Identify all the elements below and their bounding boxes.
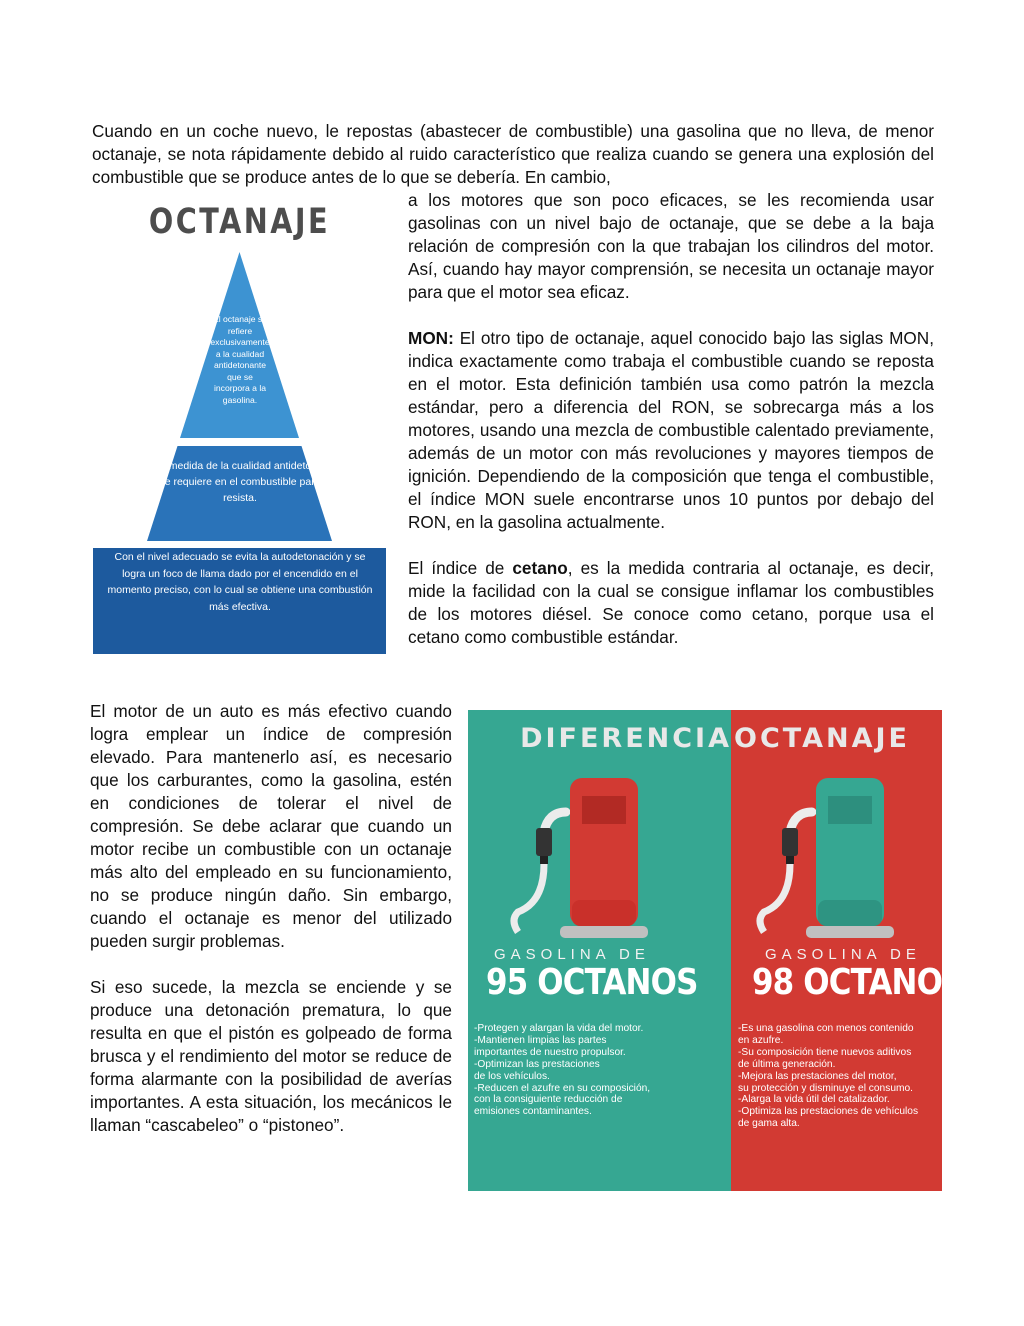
list-item: con la consiguiente reducción de: [474, 1094, 623, 1106]
list-item: -Optimizan las prestaciones: [474, 1058, 600, 1070]
right-gas-label: GASOLINA DE: [765, 946, 921, 963]
comparison-title-left: DIFERENCIA: [520, 723, 732, 754]
right-column: [408, 189, 934, 649]
left-paragraph-2: Si eso sucede, la mezcla se enciende y se produce una detonación prematura, lo que resulta en que el pistón es golpeado de forma brusca y el rendimiento del motor se reduce de forma alarmante con la posibilidad de averías importantes. A esta situación, los mecánicos le llaman “cascabeleo” o “pistoneo”.: [90, 977, 452, 1135]
pyramid-middle-text: Es la medida de la cualidad antidetonante que se requiere en el combustible para que resista.: [139, 460, 341, 504]
cetano-prefix: El índice de: [408, 558, 513, 578]
left-bullet-list: [474, 1023, 724, 1118]
list-item: su protección y disminuye el consumo.: [738, 1082, 913, 1094]
mon-label: MON:: [408, 328, 454, 348]
mon-text: El otro tipo de octanaje, aquel conocido bajo las siglas MON, indica exactamente como trabaja el combustible cuando se reposta en el motor. Esta definición también usa como patrón la mezcla estándar, pero a diferencia del RON, se sobrecarga más a los motores, usando una mezcla de combustible calentado previamente, además de un motor con más revoluciones y mayores tiempos de ignición. Dependiendo de la composición que tenga el combustible, el índice MON suele encontrarse unos 10 puntos por debajo del RON, en la gasolina actualmente.: [408, 328, 934, 532]
list-item: de los vehículos.: [474, 1070, 550, 1082]
cetano-text: , es la medida contraria al octanaje, es decir, mide la facilidad con la cual se consigue inflamar los combustibles de los motores diésel. Se conoce como cetano, porque usa el cetano como combustible estándar.: [408, 558, 934, 647]
list-item: -Mantienen limpias las partes: [474, 1034, 607, 1046]
fuel-pump-icon: [754, 772, 914, 942]
octane-comparison-figure: [468, 710, 964, 1191]
left-gas-number: 95 OCTANOS: [486, 962, 698, 1003]
mon-paragraph: [408, 327, 934, 534]
list-item: en azufre.: [738, 1034, 784, 1046]
list-item: -Mejora las prestaciones del motor,: [738, 1070, 897, 1082]
list-item: de gama alta.: [738, 1118, 800, 1130]
cetano-paragraph: [408, 557, 934, 649]
fuel-pump-icon: [508, 772, 668, 942]
list-item: de última generación.: [738, 1058, 836, 1070]
right-bullet-list: [738, 1023, 938, 1130]
pyramid-top-text: El octanaje se refiere exclusivamente a la cualidad antidetonante que se incorpora a la gasolina.: [210, 314, 270, 405]
list-item: -Optimiza las prestaciones de vehículos: [738, 1106, 919, 1118]
left-column: [90, 700, 452, 1137]
list-item: emisiones contaminantes.: [474, 1106, 592, 1118]
left-gas-label: GASOLINA DE: [494, 946, 650, 963]
left-paragraph-1: El motor de un auto es más efectivo cuando logra emplear un índice de compresión elevado. Para mantenerlo así, es necesario que los carburantes, como la gasolina, estén en condiciones de tolerar el nivel de compresión. Se debe aclarar que cuando un motor recibe un combustible con un octanaje más alto del empleado en su funcionamiento, no se produce ningún daño. Sin embargo, cuando el octanaje es menor del utilizado pueden surgir problemas.: [90, 701, 452, 951]
list-item: -Es una gasolina con menos contenido: [738, 1023, 914, 1034]
list-item: importantes de nuestro propulsor.: [474, 1046, 626, 1058]
list-item: -Reducen el azufre en su composición,: [474, 1082, 651, 1094]
list-item: -Su composición tiene nuevos aditivos: [738, 1046, 912, 1058]
cetano-label: cetano: [512, 558, 568, 578]
right-gas-number: 98 OCTANOS: [752, 962, 964, 1003]
intro-paragraph: Cuando en un coche nuevo, le repostas (abastecer de combustible) una gasolina que no lleva, de menor octanaje, se nota rápidamente debido al ruido característico que realiza cuando se genera una explosión del combustible que se produce antes de lo que se debería. En cambio,: [92, 121, 934, 187]
octanaje-pyramid-figure: [93, 196, 386, 660]
list-item: -Alarga la vida útil del catalizador.: [738, 1094, 890, 1106]
pyramid-title: OCTANAJE: [148, 202, 331, 242]
list-item: -Protegen y alargan la vida del motor.: [474, 1023, 644, 1034]
right-paragraph-1: a los motores que son poco eficaces, se les recomienda usar gasolinas con un nivel bajo de octanaje, que se debe a la baja relación de compresión con la que trabajan los cilindros del motor. Así, cuando hay mayor comprensión, se necesita un octanaje mayor para que el motor sea eficaz.: [408, 190, 934, 302]
comparison-title-right: OCTANAJE: [734, 723, 910, 754]
pyramid-bottom-text: Con el nivel adecuado se evita la autodetonación y se logra un foco de llama dado por el encendido en el momento preciso, con lo cual se obtiene una combustión más efectiva.: [107, 551, 373, 613]
